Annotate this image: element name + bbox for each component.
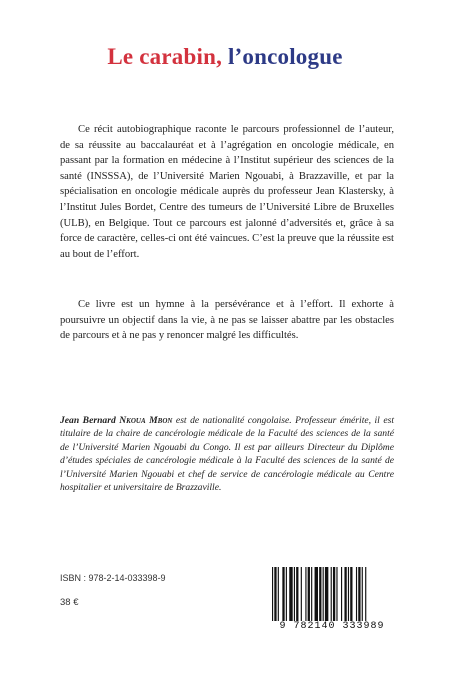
barcode-bar	[325, 567, 328, 621]
barcode-bar	[278, 567, 279, 621]
barcode-bar	[331, 567, 332, 621]
barcode-bar	[365, 567, 366, 621]
barcode-bar	[362, 567, 363, 621]
summary-paragraph-2: Ce livre est un hymne à la persévérance et à l’effort. Il exhorte à poursuivre un objectif dans la vie, à ne pas se laisser abattre par les obstacles de parcours et à ne pas y renoncer malgré les difficultés.	[60, 299, 394, 342]
barcode-bar	[356, 567, 357, 621]
barcode-bar	[358, 567, 360, 621]
barcode-bar	[323, 567, 324, 621]
author-bio	[60, 414, 394, 494]
barcode-bars	[262, 567, 402, 621]
barcode-bar	[319, 567, 321, 621]
author-bio-text: est de nationalité congolaise. Professeur émérite, il est titulaire de la chaire de cancérologie médicale de la Faculté des sciences de la santé de l’Université Marien Ngouabi du Congo. Il est par ailleurs Directeur du Diplôme d’études spéciales de cancérologie médicale à la Faculté des sciences de la santé de l’Université Marien Ngouabi et chef de service de cancérologie médicale au Centre hospitalier et universitaire de Brazzaville.	[60, 415, 394, 494]
barcode-bar	[289, 567, 292, 621]
barcode-bar	[315, 567, 318, 621]
barcode-number: 9 782140 333989	[279, 621, 385, 632]
barcode-bar	[311, 567, 312, 621]
isbn: ISBN : 978-2-14-033398-9	[60, 573, 166, 583]
summary-paragraph-1: Ce récit autobiographique raconte le parcours professionnel de l’auteur, de sa réussite au baccalauréat et à l’agrégation en oncologie médicale, en passant par la formation en médecine à l’Institut supérieur des sciences de la santé (INSSSA), de l’Université Marien Ngouabi, à Brazzaville, et par la spécialisation en oncologie médicale auprès du professeur Jean Klastersky, à l’Institut Jules Bordet, Centre des tumeurs de l’Université Libre de Bruxelles (ULB), en Belgique. Tout ce parcours est jalonné d’adversités et, grâce à sa force de caractère, celles-ci ont été vaincues. C’est la preuve que la réussite est au bout de l’effort.	[60, 124, 394, 260]
title-part-2: l’oncologue	[227, 44, 343, 69]
barcode-bar	[282, 567, 284, 621]
barcode-bar	[274, 567, 276, 621]
author-first-names: Jean Bernard	[60, 415, 116, 426]
book-title	[0, 44, 450, 70]
barcode-bar	[286, 567, 287, 621]
price: 38 €	[60, 597, 79, 608]
barcode-bar	[272, 567, 273, 621]
author-surname: Nkoua Mbon	[119, 415, 173, 426]
barcode-bar	[294, 567, 295, 621]
title-part-1: Le carabin,	[107, 44, 223, 69]
barcode-bar	[350, 567, 352, 621]
barcode	[262, 567, 402, 639]
barcode-bar	[308, 567, 310, 621]
barcode-bar	[301, 567, 302, 621]
barcode-bar	[336, 567, 337, 621]
author-name	[60, 415, 172, 426]
barcode-bar	[341, 567, 342, 621]
barcode-bar	[296, 567, 298, 621]
barcode-bar	[348, 567, 349, 621]
barcode-bar	[333, 567, 335, 621]
barcode-bar	[305, 567, 306, 621]
barcode-bar	[344, 567, 346, 621]
